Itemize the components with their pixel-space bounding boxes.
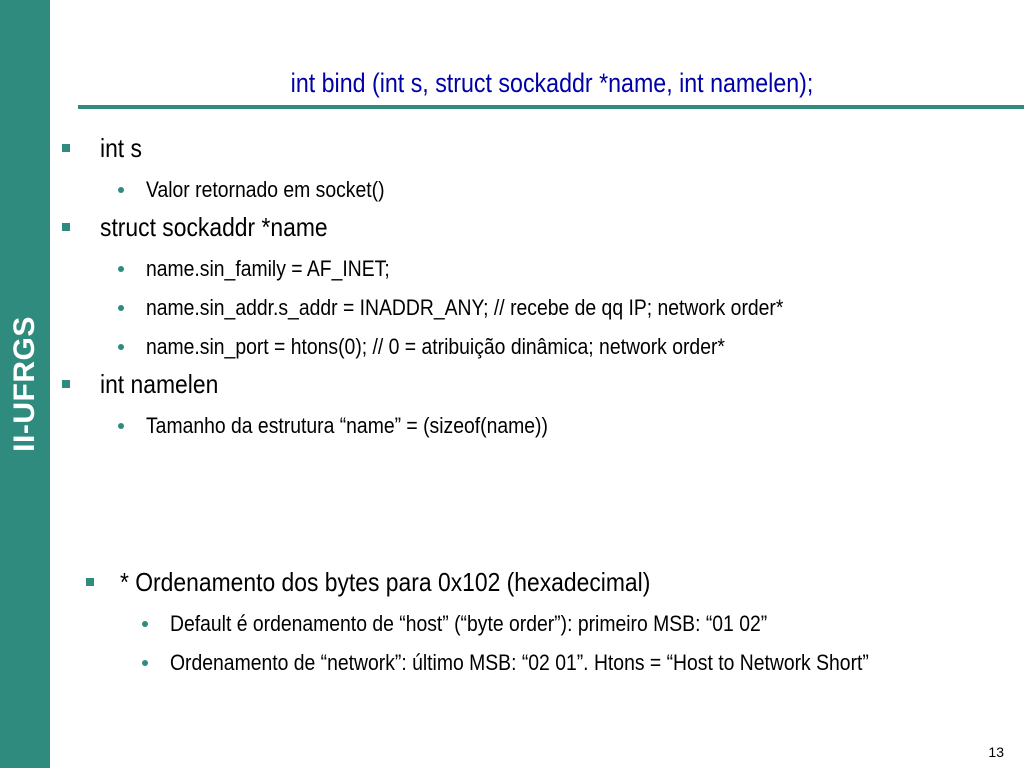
title-divider [78,105,1024,109]
bullet-text: int namelen [100,369,219,399]
page-number: 13 [988,744,1004,760]
sub-bullet-item [62,293,1012,323]
square-bullet-icon [86,578,94,586]
bullet-text: int s [100,133,142,163]
sub-bullet-text: name.sin_port = htons(0); // 0 = atribuição dinâmica; network order* [146,334,725,359]
round-bullet-icon [118,423,124,429]
bullet-text: * Ordenamento dos bytes para 0x102 (hexadecimal) [120,567,651,597]
sub-bullet-item [62,411,1012,441]
round-bullet-icon [118,187,124,193]
round-bullet-icon [118,305,124,311]
square-bullet-icon [62,380,70,388]
sub-bullet-item [62,175,1012,205]
slide-title: int bind (int s, struct sockaddr *name, int namelen); [290,68,814,98]
sub-bullet-text: name.sin_addr.s_addr = INADDR_ANY; // recebe de qq IP; network order* [146,295,784,320]
round-bullet-icon [118,344,124,350]
bullet-item [62,209,1012,245]
bullet-item [86,564,1006,600]
byte-order-note [86,560,1006,678]
side-label: II-UFRGS [8,316,41,452]
sub-bullet-text: Default é ordenamento de “host” (“byte order”): primeiro MSB: “01 02” [170,611,768,636]
round-bullet-icon [118,266,124,272]
sub-bullet-item [62,254,1012,284]
side-bar [0,0,50,768]
bullet-text: struct sockaddr *name [100,212,328,242]
sub-bullet-item [86,609,1006,639]
sub-bullet-item [62,332,1012,362]
square-bullet-icon [62,144,70,152]
sub-bullet-text: Ordenamento de “network”: último MSB: “02 01”. Htons = “Host to Network Short” [170,650,869,675]
square-bullet-icon [62,223,70,231]
sub-bullet-text: name.sin_family = AF_INET; [146,256,390,281]
round-bullet-icon [142,621,148,627]
bullet-list [62,126,1012,441]
sub-bullet-text: Valor retornado em socket() [146,177,385,202]
sub-bullet-item [86,648,1006,678]
bullet-item [62,366,1012,402]
bullet-item [62,130,1012,166]
round-bullet-icon [142,660,148,666]
sub-bullet-text: Tamanho da estrutura “name” = (sizeof(name)) [146,413,548,438]
